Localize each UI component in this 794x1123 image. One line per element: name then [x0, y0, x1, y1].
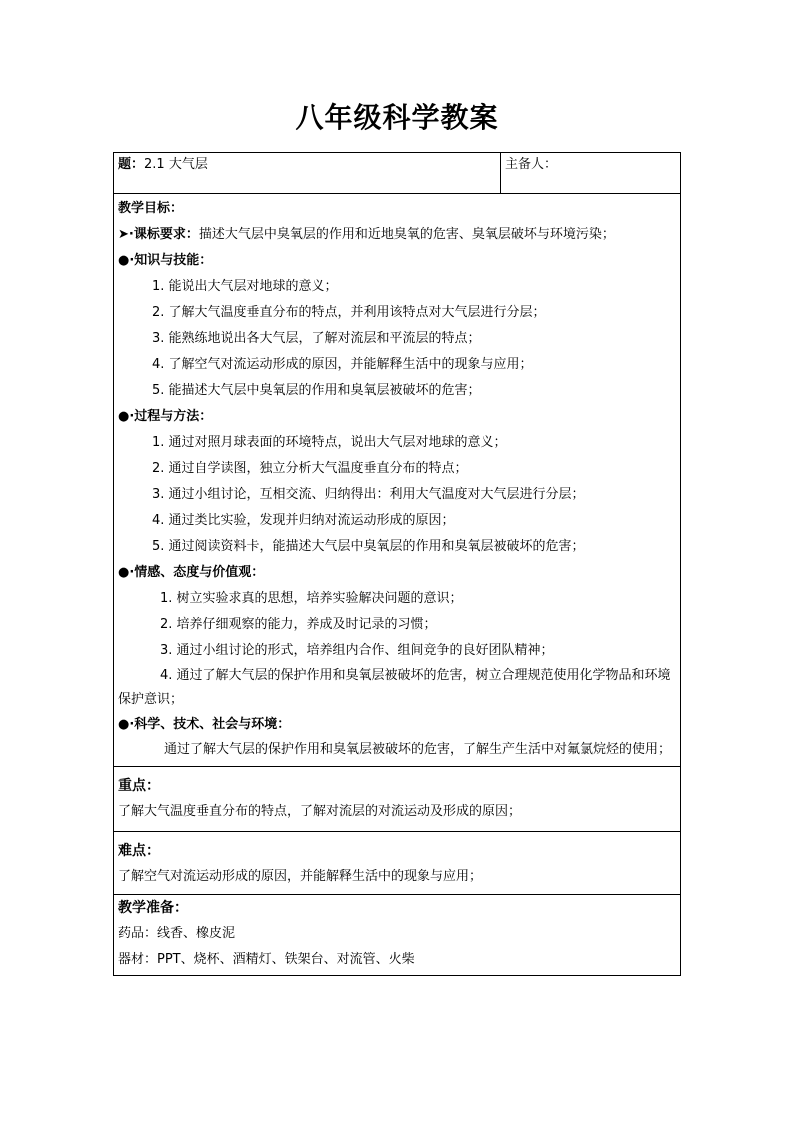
emotion-item: 4. 通过了解大气层的保护作用和臭氧层被破坏的危害，树立合理规范使用化学物品和环境保护意识；	[118, 668, 671, 707]
difficult-points-row	[114, 832, 681, 895]
knowledge-item: 4. 了解空气对流运动形成的原因，并能解释生活中的现象与应用；	[152, 357, 533, 372]
preparation-drugs: 药品：线香、橡皮泥	[118, 926, 236, 941]
page-title: 八年级科学教案	[295, 101, 499, 134]
preparer-cell	[501, 153, 681, 194]
preparation-heading: 教学准备：	[118, 900, 188, 916]
knowledge-heading: ●·知识与技能：	[118, 253, 213, 268]
process-item: 3. 通过小组讨论，互相交流、归纳得出：利用大气温度对大气层进行分层；	[152, 487, 585, 502]
subject-label: 题：	[118, 157, 145, 172]
knowledge-item: 2. 了解大气温度垂直分布的特点，并利用该特点对大气层进行分层；	[152, 305, 546, 320]
curriculum-text: 描述大气层中臭氧层的作用和近地臭氧的危害、臭氧层破坏与环境污染；	[198, 227, 615, 242]
objectives-cell	[114, 194, 681, 767]
header-row	[114, 153, 681, 194]
subject-value: 2.1 大气层	[144, 157, 208, 172]
process-item: 2. 通过自学读图，独立分析大气温度垂直分布的特点；	[152, 461, 468, 476]
difficult-points-heading: 难点：	[118, 843, 160, 859]
emotion-item: 3. 通过小组讨论的形式，培养组内合作、组间竞争的良好团队精神；	[160, 643, 554, 658]
key-points-cell	[114, 767, 681, 832]
preparation-cell	[114, 895, 681, 976]
difficult-points-text: 了解空气对流运动形成的原因，并能解释生活中的现象与应用；	[118, 869, 483, 884]
process-item: 4. 通过类比实验，发现并归纳对流运动形成的原因；	[152, 513, 455, 528]
curriculum-line	[118, 222, 676, 248]
knowledge-item: 1. 能说出大气层对地球的意义；	[152, 279, 338, 294]
emotion-item: 1. 树立实验求真的思想，培养实验解决问题的意识；	[160, 591, 463, 606]
key-points-heading: 重点：	[118, 778, 160, 794]
process-heading: ●·过程与方法：	[118, 409, 213, 424]
subject-cell	[114, 153, 501, 194]
lesson-plan-table	[113, 152, 681, 976]
difficult-points-cell	[114, 832, 681, 895]
curriculum-label: ➤·课标要求：	[118, 227, 199, 242]
objectives-row	[114, 194, 681, 767]
sts-text: 通过了解大气层的保护作用和臭氧层被破坏的危害，了解生产生活中对氟氯烷烃的使用；	[164, 742, 672, 757]
preparer-label: 主备人：	[505, 157, 558, 172]
emotion-heading: ●·情感、态度与价值观：	[118, 565, 265, 580]
process-item: 5. 通过阅读资料卡，能描述大气层中臭氧层的作用和臭氧层被破坏的危害；	[152, 539, 585, 554]
preparation-row	[114, 895, 681, 976]
emotion-item: 2. 培养仔细观察的能力，养成及时记录的习惯；	[160, 617, 437, 632]
process-item: 1. 通过对照月球表面的环境特点，说出大气层对地球的意义；	[152, 435, 507, 450]
objectives-heading: 教学目标：	[118, 201, 184, 216]
preparation-equipment: 器材：PPT、烧杯、酒精灯、铁架台、对流管、火柴	[118, 952, 415, 967]
knowledge-item: 5. 能描述大气层中臭氧层的作用和臭氧层被破坏的危害；	[152, 383, 481, 398]
key-points-text: 了解大气温度垂直分布的特点，了解对流层的对流运动及形成的原因；	[118, 804, 522, 819]
sts-heading: ●·科学、技术、社会与环境：	[118, 717, 291, 732]
key-points-row	[114, 767, 681, 832]
knowledge-item: 3. 能熟练地说出各大气层，了解对流层和平流层的特点；	[152, 331, 481, 346]
